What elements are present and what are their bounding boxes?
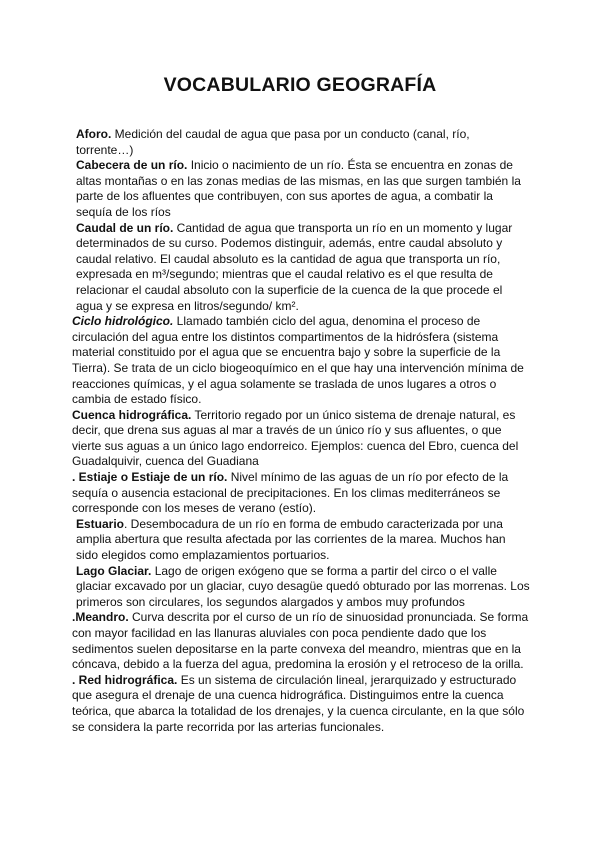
entry-definition: Lago de origen exógeno que se forma a partir del circo o el valle glaciar excavado por un glaciar, cuyo desagüe quedó obturado por las morrenas. Los primeros son circulares, los segundos alargados y ambos muy profundos (76, 563, 530, 609)
entry-definition: Curva descrita por el curso de un río de sinuosidad pronunciada. Se forma con mayor facilidad en las llanuras aluviales con poca pendiente dado que los sedimentos suelen depositarse en la parte convexa del meandro, mientras que en la cóncava, debido a la fuerza del agua, predomina la erosión y el retroceso de la orilla. (72, 610, 529, 672)
entry-meandro (72, 610, 530, 672)
entry-red-hidrografica (72, 673, 530, 735)
entry-term: .Meandro. (72, 610, 129, 625)
entry-term: Lago Glaciar. (76, 563, 152, 578)
page-title: VOCABULARIO GEOGRAFÍA (163, 74, 437, 96)
entry-term: Estuario (76, 516, 125, 531)
entry-term: . Red hidrográfica. (72, 672, 178, 687)
entry-term: Ciclo hidrológico. (72, 314, 174, 329)
entry-caudal (72, 221, 530, 315)
entry-definition: Es un sistema de circulación lineal, jerarquizado y estructurado que asegura el drenaje de una cuenca hidrográfica. Distinguimos entre la cuenca teórica, que abarca la totalidad de los drenajes, y la cuenca circulante, en la que sólo se considera la parte recorrida por las arterias funcionales. (72, 672, 525, 734)
entry-ciclo-hidrologico (72, 314, 530, 408)
entry-term: Cabecera de un río. (76, 158, 188, 173)
entry-cuenca-hidrografica (72, 408, 530, 470)
entry-definition: Territorio regado por un único sistema de drenaje natural, es decir, que drena sus aguas al mar a través de un único río y sus afluentes, o que vierte sus aguas a un único lago endorreico. Ejemplos: cuenca del Ebro, cuenca del Guadalquivir, cuenca del Guadiana (72, 407, 519, 469)
vocabulary-list (72, 127, 530, 735)
entry-definition: Nivel mínimo de las aguas de un río por efecto de la sequía o ausencia estacional de precipitaciones. En los climas mediterráneos se corresponde con los meses de verano (estío). (72, 470, 509, 516)
entry-definition: Llamado también ciclo del agua, denomina el proceso de circulación del agua entre los distintos compartimentos de la hidrósfera (sistema material constituido por el agua que se encuentra bajo y sobre la superficie de la Tierra). Se trata de un ciclo biogeoquímico en el que hay una intervención mínima de reacciones químicas, y el agua solamente se traslada de unos lugares a otros o cambia de estado físico. (72, 314, 524, 407)
entry-definition: Cantidad de agua que transporta un río en un momento y lugar determinados de su curso. Podemos distinguir, además, entre caudal absoluto y caudal relativo. El caudal absoluto es la cantidad de agua que transporta un río, expresada en m³/segundo; mientras que el caudal relativo es el que resulta de relacionar el caudal absoluto con la superficie de la cuenca de la que procede el agua y se expresa en litros/segundo/ km². (76, 220, 513, 313)
entry-definition: Medición del caudal de agua que pasa por un conducto (canal, río, torrente…) (76, 127, 470, 157)
entry-estuario (72, 517, 530, 564)
entry-aforo (72, 127, 530, 158)
entry-term: . Estiaje o Estiaje de un río. (72, 470, 228, 485)
entry-term: Aforo. (76, 127, 112, 141)
entry-term: Caudal de un río. (76, 220, 174, 235)
entry-definition: Inicio o nacimiento de un río. Ésta se encuentra en zonas de altas montañas o en las zonas medias de las mismas, en las que surgen también la parte de los afluentes que contribuyen, con sus aportes de agua, a combatir la sequía de los ríos (76, 158, 521, 219)
entry-term: Cuenca hidrográfica. (72, 407, 192, 422)
entry-lago-glaciar (72, 564, 530, 611)
entry-definition: . Desembocadura de un río en forma de embudo caracterizada por una amplia abertura que resulta afectada por las corrientes de la marea. Muchos han sido elegidos como emplazamientos portuarios. (76, 516, 506, 563)
entry-cabecera (72, 158, 530, 220)
entry-estiaje (72, 470, 530, 517)
